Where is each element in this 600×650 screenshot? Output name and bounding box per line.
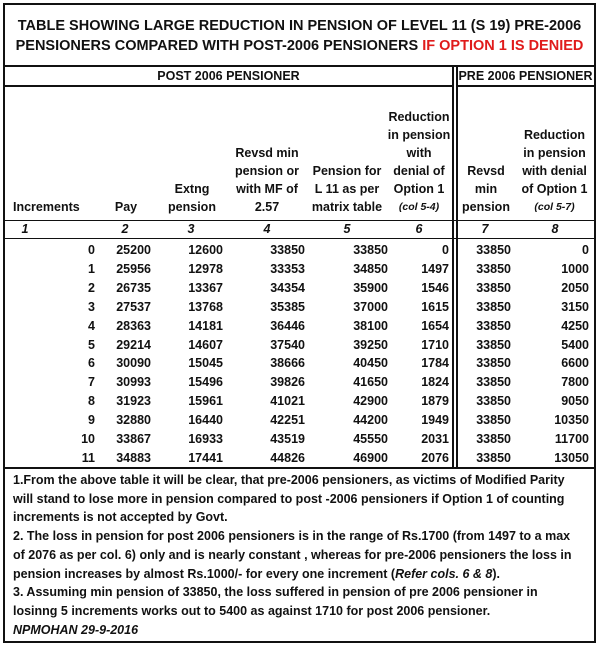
table-row xyxy=(5,298,594,317)
header-reduction-post xyxy=(385,108,453,216)
group-header-post-2006: POST 2006 PENSIONER xyxy=(5,67,452,87)
table-cell: 26735 xyxy=(116,280,151,295)
table-cell: 1824 xyxy=(421,375,449,390)
header-note: (col 5-4) xyxy=(398,201,440,213)
table-cell: 34850 xyxy=(353,261,388,276)
header-line: Extng xyxy=(174,182,210,196)
header-pay: Pay xyxy=(114,200,138,214)
table-row xyxy=(5,392,594,411)
table-cell: 34354 xyxy=(270,280,305,295)
table-cell: 14181 xyxy=(188,318,223,333)
table-cell: 36446 xyxy=(270,318,305,333)
table-cell: 1 xyxy=(88,261,95,276)
table-cell: 33850 xyxy=(476,261,511,276)
table-cell: 0 xyxy=(88,243,95,257)
table-row xyxy=(5,373,594,392)
header-line: min xyxy=(474,182,498,196)
table-cell: 35900 xyxy=(353,280,388,295)
table-cell: 14607 xyxy=(188,337,223,352)
table-cell: 10350 xyxy=(554,413,589,428)
table-row xyxy=(5,430,594,449)
table-cell: 17441 xyxy=(188,450,223,465)
header-line: pension xyxy=(168,200,216,214)
table-cell: 15961 xyxy=(188,394,223,409)
table-cell: 33850 xyxy=(353,243,388,257)
table-cell: 12978 xyxy=(188,261,223,276)
table-row xyxy=(5,411,594,430)
table-cell: 4250 xyxy=(561,318,589,333)
notes-section xyxy=(13,471,591,639)
table-cell: 1615 xyxy=(421,299,449,314)
group-header-pre-2006: PRE 2006 PENSIONER xyxy=(457,67,594,87)
header-line: with MF of xyxy=(236,182,298,196)
table-cell: 44200 xyxy=(353,413,388,428)
table-cell: 30993 xyxy=(116,375,151,390)
table-cell: 3 xyxy=(88,299,95,314)
document-frame xyxy=(3,3,596,643)
table-cell: 7 xyxy=(88,375,95,390)
table-cell: 0 xyxy=(582,243,589,257)
column-number: 7 xyxy=(481,222,489,236)
header-line: Revsd min xyxy=(235,146,299,160)
table-cell: 5 xyxy=(88,337,95,352)
signature: NPMOHAN 29-9-2016 xyxy=(13,622,139,637)
table-cell: 42900 xyxy=(353,394,388,409)
header-line: pension or xyxy=(235,164,299,178)
header-line: Revsd xyxy=(467,164,505,178)
table-cell: 6 xyxy=(88,356,95,371)
table-cell: 33850 xyxy=(476,356,511,371)
header-extng-pension xyxy=(160,180,224,216)
table-cell: 15045 xyxy=(188,356,223,371)
column-number: 3 xyxy=(187,222,195,236)
table-cell: 4 xyxy=(88,318,95,333)
table-cell: 9050 xyxy=(561,394,589,409)
column-number: 6 xyxy=(415,222,423,236)
table-cell: 33850 xyxy=(476,299,511,314)
table-cell: 1710 xyxy=(421,337,449,352)
table-cell: 44826 xyxy=(270,450,305,465)
table-cell: 1784 xyxy=(421,356,449,371)
table-cell: 42251 xyxy=(270,413,305,428)
table-cell: 5400 xyxy=(561,337,589,352)
note-1-line-2: will stand to lose more in pension compared to post -2006 pensioners if Option 1 of counting xyxy=(13,491,565,506)
table-cell: 33867 xyxy=(116,432,151,446)
table-cell: 33353 xyxy=(270,261,305,276)
header-line: in pension xyxy=(523,146,586,160)
note-2-line-3 xyxy=(13,565,591,584)
header-line: in pension xyxy=(387,128,451,142)
table-cell: 3150 xyxy=(561,299,589,314)
table-cell: 40450 xyxy=(353,356,388,371)
table-cell: 32880 xyxy=(116,413,151,428)
table-cell: 46900 xyxy=(353,450,388,465)
table-cell: 38666 xyxy=(270,356,305,371)
table-cell: 1546 xyxy=(421,280,449,295)
table-cell: 8 xyxy=(88,394,95,409)
header-note: (col 5-7) xyxy=(534,201,575,213)
table-row xyxy=(5,260,594,279)
table-cell: 2 xyxy=(88,280,95,295)
table-cell: 25200 xyxy=(116,243,151,257)
table-cell: 33850 xyxy=(476,394,511,409)
table-cell: 1497 xyxy=(421,261,449,276)
table-cell: 11700 xyxy=(554,432,589,446)
table-cell: 33850 xyxy=(476,413,511,428)
header-line: Option 1 xyxy=(393,182,445,196)
header-line: 2.57 xyxy=(254,200,280,214)
table-cell: 16933 xyxy=(188,432,223,446)
table-cell: 31923 xyxy=(116,394,151,409)
table-cell: 12600 xyxy=(188,243,223,257)
header-line: denial of xyxy=(393,164,445,178)
table-cell: 13367 xyxy=(188,280,223,295)
table-cell: 25956 xyxy=(116,261,151,276)
table-cell: 43519 xyxy=(270,432,305,446)
table-cell: 33850 xyxy=(476,243,511,257)
table-cell: 35385 xyxy=(270,299,305,314)
column-number: 2 xyxy=(121,222,129,236)
table-cell: 37540 xyxy=(270,337,305,352)
note-3-line-2: losinng 5 increments works out to 5400 as against 1710 for post 2006 pensioner. xyxy=(13,603,491,618)
table-cell: 7800 xyxy=(561,375,589,390)
header-line: matrix table xyxy=(311,200,383,214)
table-row xyxy=(5,449,594,468)
table-cell: 1879 xyxy=(421,394,449,409)
header-reduction-pre xyxy=(515,126,594,216)
table-cell: 0 xyxy=(442,243,449,257)
note-2-line-2: of 2076 as per col. 6) only and is nearly constant , whereas for pre-2006 pensioners the loss in xyxy=(13,547,572,562)
table-cell: 29214 xyxy=(116,337,151,352)
table-cell: 28363 xyxy=(116,318,151,333)
table-cell: 33850 xyxy=(270,243,305,257)
table-cell: 30090 xyxy=(116,356,151,371)
table-cell: 34883 xyxy=(116,450,151,465)
title-line-2-text: PENSIONERS COMPARED WITH POST-2006 PENSIONERS xyxy=(15,38,423,54)
note-2-line-1: 2. The loss in pension for post 2006 pensioners is in the range of Rs.1700 (from 1497 to a max xyxy=(13,529,571,544)
table-title xyxy=(5,5,594,67)
table-cell: 15496 xyxy=(188,375,223,390)
header-revsd-min-pre xyxy=(460,162,512,216)
table-cell: 1654 xyxy=(421,318,449,333)
column-number: 5 xyxy=(343,222,351,236)
header-line: Reduction xyxy=(388,110,450,124)
table-row xyxy=(5,317,594,336)
table-cell: 6600 xyxy=(561,356,589,371)
table-cell: 33850 xyxy=(476,318,511,333)
note-1-line-1: 1.From the above table it will be clear, that pre-2006 pensioners, as victims of Modified Parity xyxy=(13,473,565,487)
header-line: Pension for xyxy=(312,164,382,178)
note-2-text-end: ). xyxy=(492,566,500,581)
table-cell: 13050 xyxy=(554,450,589,465)
table-cell: 2050 xyxy=(561,280,589,295)
column-number: 4 xyxy=(263,222,271,236)
table-cell: 1000 xyxy=(561,261,589,276)
table-cell: 16440 xyxy=(188,413,223,428)
note-2-text: pension increases by almost Rs.1000/- for every one increment ( xyxy=(13,566,396,581)
table-cell: 33850 xyxy=(476,375,511,390)
header-line: with denial xyxy=(522,164,587,178)
column-number-row xyxy=(5,220,594,239)
table-cell: 41021 xyxy=(270,394,305,409)
note-1-line-3: increments is not accepted by Govt. xyxy=(13,510,228,525)
table-cell: 33850 xyxy=(476,337,511,352)
column-headers xyxy=(5,87,594,220)
table-cell: 1949 xyxy=(421,413,449,428)
table-cell: 33850 xyxy=(476,280,511,295)
title-line-2-highlight: IF OPTION 1 IS DENIED xyxy=(422,38,584,54)
table-cell: 37000 xyxy=(353,299,388,314)
column-number: 8 xyxy=(551,222,559,236)
header-line: pension xyxy=(462,200,510,214)
table-cell: 2076 xyxy=(421,450,449,465)
table-cell: 45550 xyxy=(353,432,388,446)
note-3-line-1: 3. Assuming min pension of 33850, the loss suffered in pension of pre 2006 pensioner in xyxy=(13,585,538,600)
header-revsd-min xyxy=(229,144,305,216)
title-line-1: TABLE SHOWING LARGE REDUCTION IN PENSION OF LEVEL 11 (S 19) PRE-2006 xyxy=(17,18,582,34)
header-increments: Increments xyxy=(13,200,80,214)
note-2-reference: Refer cols. 6 & 8 xyxy=(395,566,493,581)
table-cell: 33850 xyxy=(476,450,511,465)
table-cell: 11 xyxy=(81,450,95,465)
header-line: L 11 as per xyxy=(314,182,380,196)
table-cell: 13768 xyxy=(188,299,223,314)
table-cell: 39826 xyxy=(270,375,305,390)
header-line: of Option 1 xyxy=(521,182,588,196)
table-cell: 38100 xyxy=(353,318,388,333)
header-line: Reduction xyxy=(523,128,586,142)
table-cell: 39250 xyxy=(353,337,388,352)
table-cell: 2031 xyxy=(421,432,449,446)
table-cell: 33850 xyxy=(476,432,511,446)
table-cell: 27537 xyxy=(116,299,151,314)
table-row xyxy=(5,354,594,373)
table-cell: 41650 xyxy=(353,375,388,390)
column-number: 1 xyxy=(21,222,29,236)
header-line: with xyxy=(406,146,432,160)
table-bottom-rule xyxy=(5,467,594,469)
table-row xyxy=(5,279,594,298)
header-pension-l11 xyxy=(307,162,387,216)
table-cell: 10 xyxy=(81,432,95,446)
table-row xyxy=(5,336,594,355)
table-cell: 9 xyxy=(88,413,95,428)
title-line-2 xyxy=(5,36,594,56)
table-row xyxy=(5,241,594,260)
